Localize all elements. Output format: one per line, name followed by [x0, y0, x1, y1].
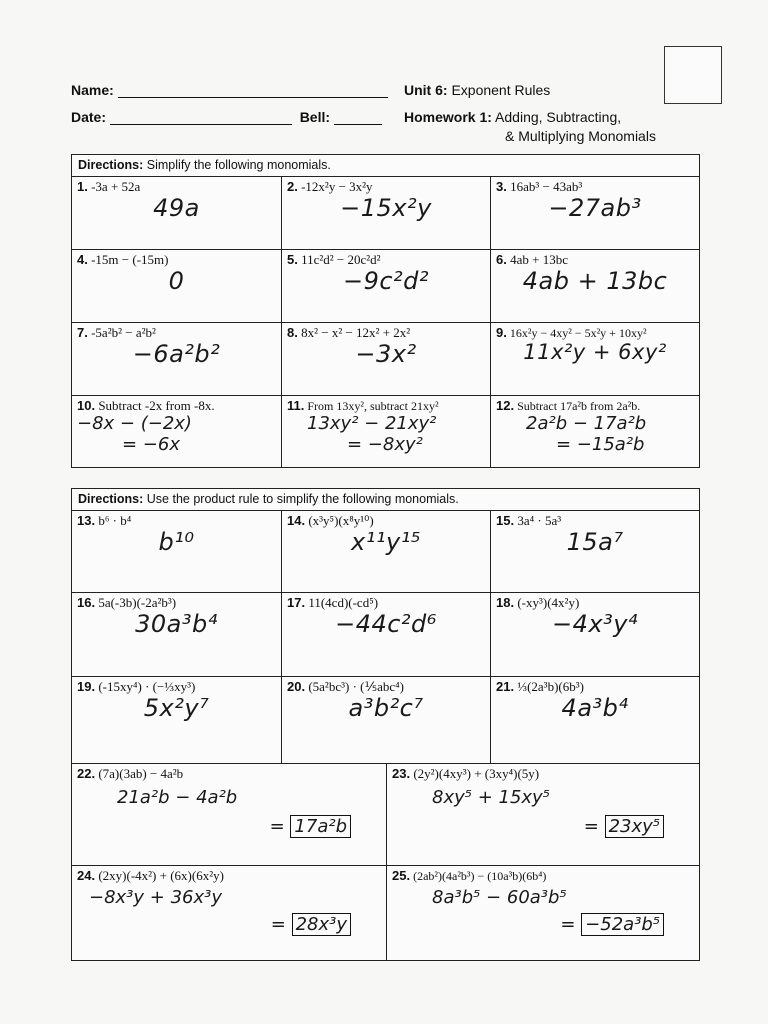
- problem-18: 18. (-xy³)(4x²y) −4x³y⁴: [491, 593, 700, 677]
- date-row: [71, 109, 382, 125]
- score-box: [664, 46, 722, 104]
- work-10: −8x − (−2x): [77, 413, 192, 434]
- problem-6: 6. 4ab + 13bc 4ab + 13bc: [491, 250, 700, 323]
- problem-24: 24. (2xy)(-4x²) + (6x)(6x²y) −8x³y + 36x³y = 28x³y: [72, 866, 387, 961]
- answer-5: −9c²d²: [342, 267, 430, 295]
- problem-2: 2. -12x²y − 3x²y −15x²y: [282, 177, 491, 250]
- answer-6: 4ab + 13bc: [522, 267, 668, 295]
- answer-22: 17a²b: [290, 815, 351, 838]
- answer-2: −15x²y: [340, 194, 432, 222]
- problem-11: 11. From 13xy², subtract 21xy² 13xy² − 21xy² = −8xy²: [282, 396, 491, 468]
- answer-24-row: = 28x³y: [77, 915, 381, 936]
- unit-title: Exponent Rules: [451, 82, 551, 98]
- work-23: 8xy⁵ + 15xy⁵: [432, 787, 550, 808]
- homework-title-2: & Multiplying Monomials: [505, 128, 656, 144]
- bell-label: Bell:: [299, 109, 331, 125]
- problem-7: 7. -5a²b² − a²b² −6a²b²: [72, 323, 282, 396]
- bell-field[interactable]: [334, 124, 382, 125]
- answer-3: −27ab³: [548, 194, 642, 222]
- answer-24: 28x³y: [292, 913, 351, 936]
- problem-9: 9. 16x²y − 4xy² − 5x²y + 10xy² 11x²y + 6xy²: [491, 323, 700, 396]
- problem-17: 17. 11(4cd)(-cd⁵) −44c²d⁶: [282, 593, 491, 677]
- homework-title-1: Adding, Subtracting,: [495, 109, 622, 125]
- section1-directions: Directions: Simplify the following monomials.: [72, 155, 700, 177]
- homework-row-2: [505, 128, 656, 144]
- answer-10: = −6x: [122, 433, 180, 455]
- problem-25: 25. (2ab²)(4a²b³) − (10a³b)(6b⁴) 8a³b⁵ − 60a³b⁵ = −52a³b⁵: [387, 866, 700, 961]
- answer-12: = −15a²b: [556, 433, 645, 455]
- answer-25-row: = −52a³b⁵: [392, 915, 694, 936]
- problem-10: 10. Subtract -2x from -8x. −8x − (−2x) = −6x: [72, 396, 282, 468]
- problem-12: 12. Subtract 17a²b from 2a²b. 2a²b − 17a²b = −15a²b: [491, 396, 700, 468]
- unit-label: Unit 6:: [404, 82, 448, 98]
- problem-5: 5. 11c²d² − 20c²d² −9c²d²: [282, 250, 491, 323]
- answer-4: 0: [168, 267, 185, 295]
- problem-4: 4. -15m − (-15m) 0: [72, 250, 282, 323]
- problem-20: 20. (5a²bc³) · (⅕abc⁴) a³b²c⁷: [282, 677, 491, 764]
- problem-3: 3. 16ab³ − 43ab³ −27ab³: [491, 177, 700, 250]
- date-label: Date:: [71, 109, 107, 125]
- section2-directions: Directions: Use the product rule to simplify the following monomials.: [72, 489, 700, 511]
- name-row: [71, 82, 388, 98]
- problem-13: 13. b⁶ · b⁴ b¹⁰: [72, 511, 282, 593]
- problem-15: 15. 3a⁴ · 5a³ 15a⁷: [491, 511, 700, 593]
- problem-14: 14. (x³y⁵)(x⁸y¹⁰) x¹¹y¹⁵: [282, 511, 491, 593]
- problem-21: 21. ⅓(2a³b)(6b³) 4a³b⁴: [491, 677, 700, 764]
- answer-8: −3x²: [355, 340, 417, 368]
- answer-20: a³b²c⁷: [348, 694, 424, 722]
- work-22: 21a²b − 4a²b: [117, 787, 238, 808]
- answer-1: 49a: [153, 194, 200, 222]
- unit-row: [404, 82, 550, 98]
- answer-25: −52a³b⁵: [581, 913, 664, 936]
- section2-table: [71, 488, 700, 961]
- work-12: 2a²b − 17a²b: [526, 413, 647, 434]
- problem-16: 16. 5a(-3b)(-2a²b³) 30a³b⁴: [72, 593, 282, 677]
- answer-22-row: = 17a²b: [77, 817, 381, 838]
- section1-table: [71, 154, 700, 468]
- homework-label: Homework 1:: [404, 109, 492, 125]
- work-24: −8x³y + 36x³y: [89, 887, 223, 908]
- answer-13: b¹⁰: [158, 528, 195, 556]
- answer-11: = −8xy²: [347, 433, 423, 455]
- problem-1: 1. -3a + 52a 49a: [72, 177, 282, 250]
- answer-23-row: = 23xy⁵: [392, 817, 694, 838]
- problem-8: 8. 8x² − x² − 12x² + 2x² −3x²: [282, 323, 491, 396]
- answer-7: −6a²b²: [132, 340, 221, 368]
- work-11: 13xy² − 21xy²: [307, 413, 437, 434]
- answer-9: 11x²y + 6xy²: [523, 340, 667, 364]
- answer-16: 30a³b⁴: [135, 610, 218, 638]
- problem-22: 22. (7a)(3ab) − 4a²b 21a²b − 4a²b = 17a²b: [72, 764, 387, 866]
- problem-23: 23. (2y²)(4xy³) + (3xy⁴)(5y) 8xy⁵ + 15xy⁵ = 23xy⁵: [387, 764, 700, 866]
- answer-23: 23xy⁵: [605, 815, 664, 838]
- answer-15: 15a⁷: [566, 528, 624, 556]
- work-25: 8a³b⁵ − 60a³b⁵: [432, 887, 567, 908]
- answer-18: −4x³y⁴: [552, 610, 639, 638]
- problem-19: 19. (-15xy⁴) · (−⅓xy³) 5x²y⁷: [72, 677, 282, 764]
- answer-21: 4a³b⁴: [561, 694, 629, 722]
- name-field[interactable]: [118, 97, 388, 98]
- date-field[interactable]: [110, 124, 292, 125]
- homework-row: [404, 109, 621, 125]
- answer-17: −44c²d⁶: [335, 610, 437, 638]
- answer-14: x¹¹y¹⁵: [351, 528, 421, 556]
- name-label: Name:: [71, 82, 114, 98]
- answer-19: 5x²y⁷: [143, 694, 210, 722]
